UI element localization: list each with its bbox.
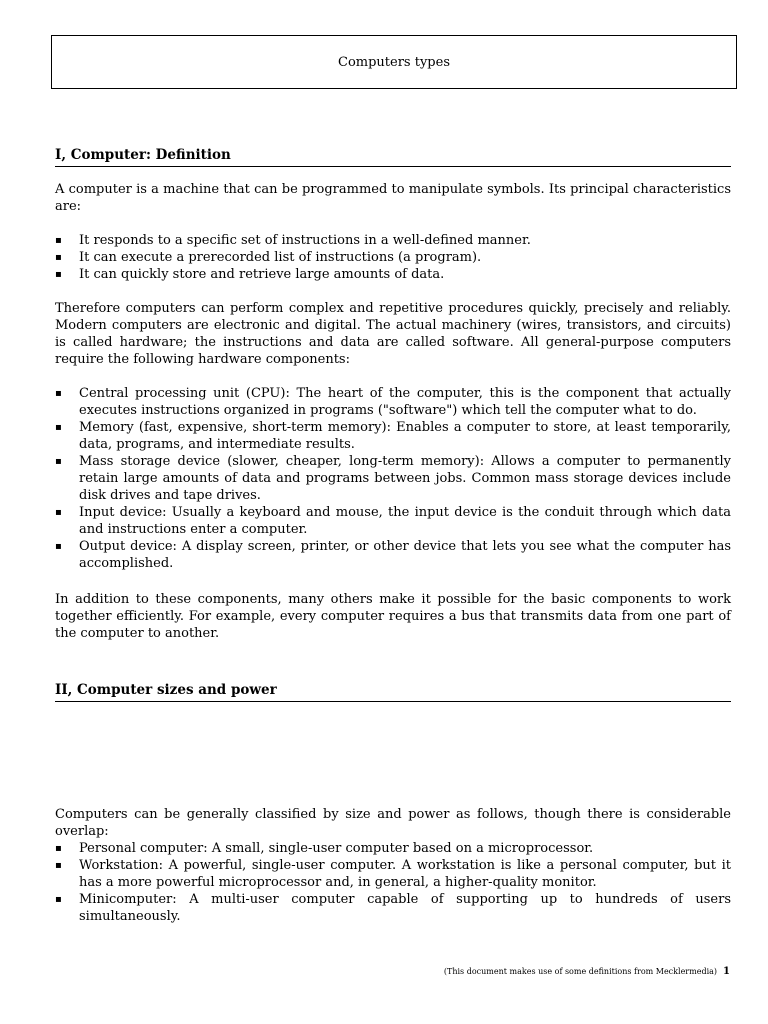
list-item: ▪ Mass storage device (slower, cheaper, long-term memory): Allows a computer to permanently retain large amounts of data and programs between jobs. Common mass storage devices include disk drives and tape drives. [55, 454, 731, 503]
document-title-box [51, 35, 737, 89]
list-item: ▪ It responds to a specific set of instructions in a well-defined manner. [55, 233, 531, 248]
components-list [55, 385, 731, 572]
list-item: ▪ Input device: Usually a keyboard and mouse, the input device is the conduit through which data and instructions enter a computer. [55, 505, 731, 537]
list-item: ▪ Workstation: A powerful, single-user computer. A workstation is like a personal computer, but it has a more powerful microprocessor and, in general, a higher-quality monitor. [55, 858, 731, 890]
section-heading-definition: I, Computer: Definition [55, 147, 731, 167]
bullet-icon: ▪ [55, 388, 62, 399]
list-item: ▪ Central processing unit (CPU): The heart of the computer, this is the component that actually executes instructions organized in programs ("software") which tell the computer what to do. [55, 386, 731, 418]
page-footer [444, 966, 730, 978]
list-item: ▪ Minicomputer: A multi-user computer capable of supporting up to hundreds of users simultaneously. [55, 892, 731, 924]
document-title: Computers types [338, 54, 450, 70]
bullet-icon: ▪ [55, 252, 62, 263]
footer-note: (This document makes use of some definitions from Mecklermedia) [443, 967, 718, 976]
section-heading-sizes: II, Computer sizes and power [55, 682, 731, 702]
definition-intro-paragraph: A computer is a machine that can be programmed to manipulate symbols. Its principal characteristics are: [55, 182, 731, 214]
list-item: ▪ It can quickly store and retrieve large amounts of data. [55, 267, 445, 282]
sizes-intro-paragraph: Computers can be generally classified by size and power as follows, though there is considerable overlap: [55, 807, 731, 839]
additional-components-paragraph: In addition to these components, many others make it possible for the basic components to work together efficiently. For example, every computer requires a bus that transmits data from one part of the computer to another. [55, 592, 731, 641]
list-item: ▪ Memory (fast, expensive, short-term memory): Enables a computer to store, at least temporarily, data, programs, and intermediate results. [55, 420, 731, 452]
hardware-paragraph: Therefore computers can perform complex and repetitive procedures quickly, precisely and reliably. Modern computers are electronic and digital. The actual machinery (wires, transistors, and circuits) is called hardware; the instructions and data are called software. All general-purpose computers require the following hardware components: [55, 301, 731, 367]
bullet-icon: ▪ [55, 507, 62, 518]
bullet-icon: ▪ [55, 456, 62, 467]
bullet-icon: ▪ [55, 860, 62, 871]
list-item: ▪ Output device: A display screen, printer, or other device that lets you see what the computer has accomplished. [55, 539, 731, 571]
list-item: ▪ Personal computer: A small, single-user computer based on a microprocessor. [55, 841, 594, 856]
page-number: 1 [723, 966, 730, 977]
bullet-icon: ▪ [55, 422, 62, 433]
bullet-icon: ▪ [55, 269, 62, 280]
bullet-icon: ▪ [55, 894, 62, 905]
characteristics-list [55, 232, 731, 283]
bullet-icon: ▪ [55, 843, 62, 854]
bullet-icon: ▪ [55, 235, 62, 246]
list-item: ▪ It can execute a prerecorded list of instructions (a program). [55, 250, 482, 265]
computer-types-list [55, 840, 731, 925]
bullet-icon: ▪ [55, 541, 62, 552]
